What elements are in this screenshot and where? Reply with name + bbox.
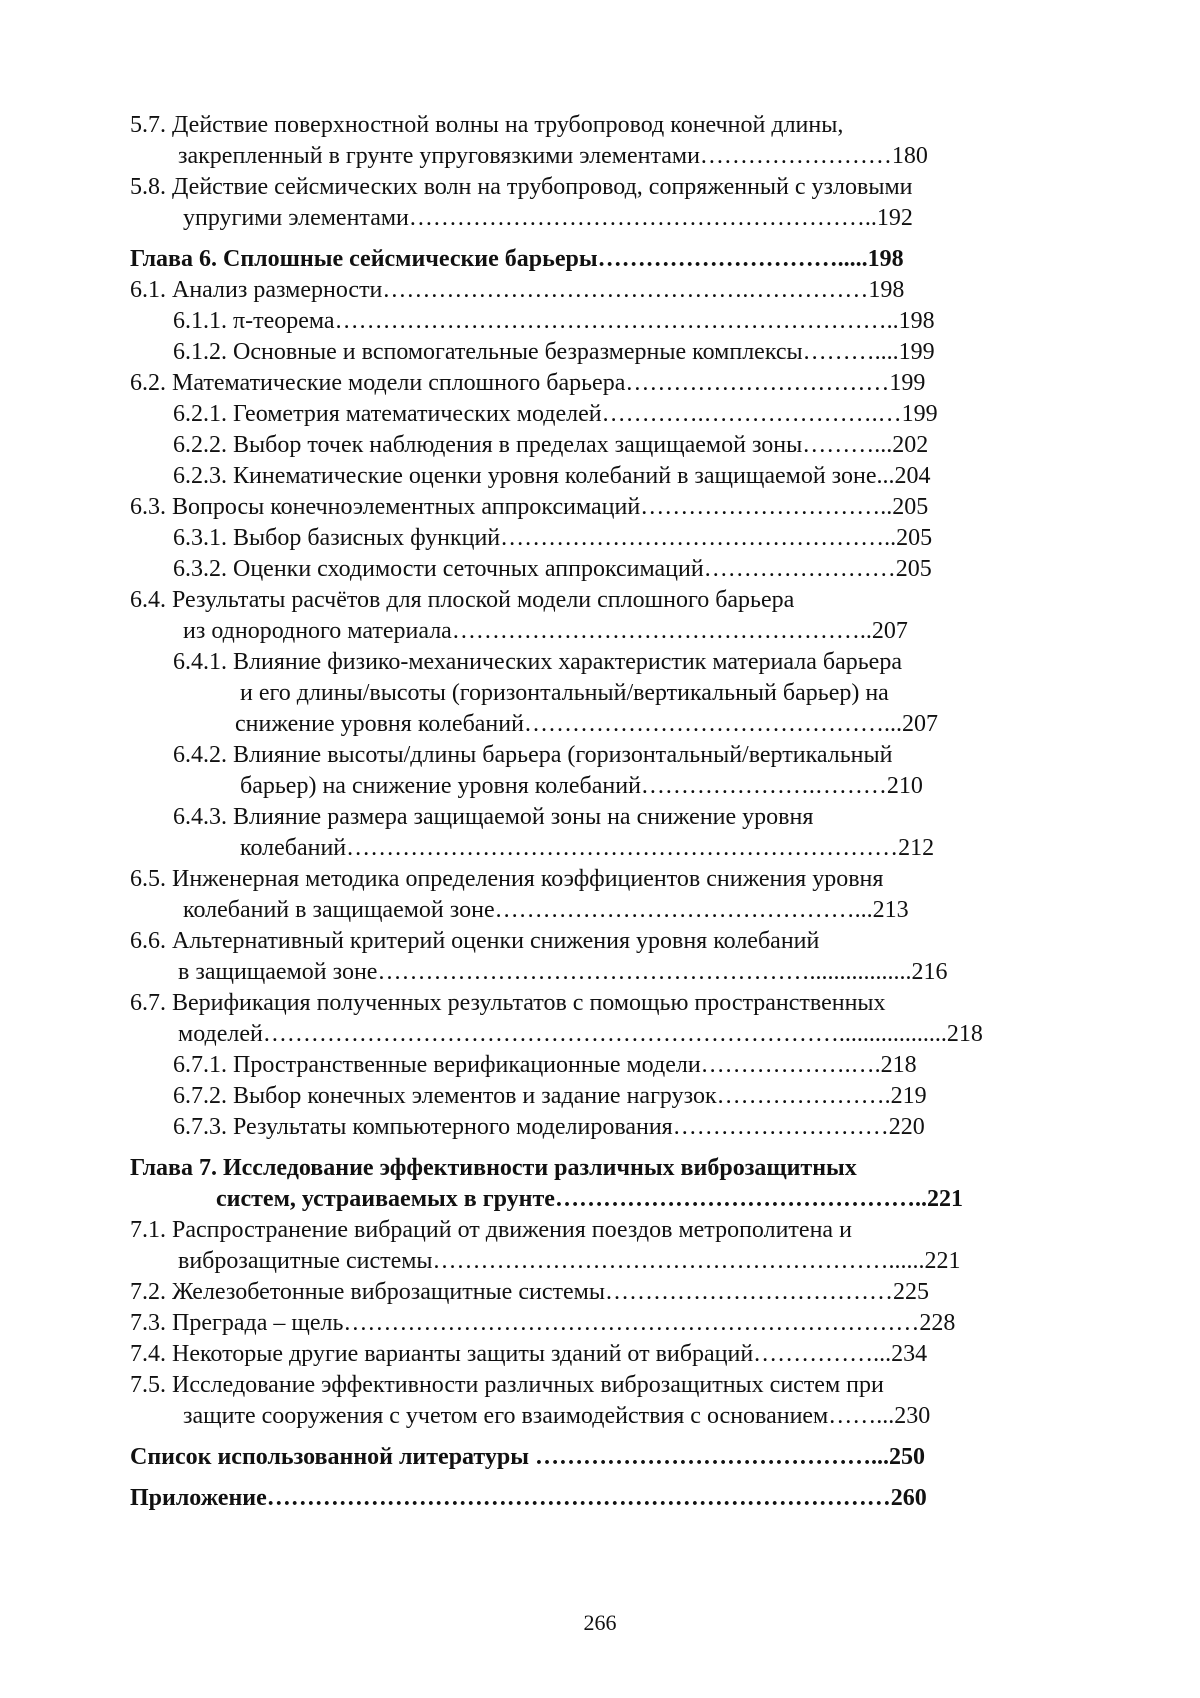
toc-heading: Глава 7. Исследование эффективности различных виброзащитных [130,1155,857,1181]
toc-entry: 5.7. Действие поверхностной волны на трубопровод конечной длины, [130,112,844,138]
toc-entry: 6.3. Вопросы конечноэлементных аппроксимаций…………………………..205 [130,494,929,520]
toc-entry: 6.7.1. Пространственные верификационные модели……………….….218 [173,1052,917,1078]
toc-entry: снижение уровня колебаний………………………………………...207 [235,711,938,737]
toc-entry: колебаний……………………………………………………………212 [240,835,935,861]
toc-entry: из однородного материала……………………………………………..207 [183,618,908,644]
toc-entry: 6.2.2. Выбор точек наблюдения в пределах защищаемой зоны………...202 [173,432,929,458]
toc-entry: 6.4.3. Влияние размера защищаемой зоны на снижение уровня [173,804,814,830]
toc-entry: 7.5. Исследование эффективности различных виброзащитных систем при [130,1372,884,1398]
toc-entry: 7.3. Преграда – щель………………………………………………………………228 [130,1310,956,1336]
toc-entry: барьер) на снижение уровня колебаний………………….………210 [240,773,923,799]
toc-entry: 6.4. Результаты расчётов для плоской модели сплошного барьера [130,587,795,613]
toc-entry: виброзащитные системы…………………………………………………......221 [178,1248,961,1274]
toc-entry: 6.7. Верификация полученных результатов с помощью пространственных [130,990,886,1016]
toc-entry: 6.2.3. Кинематические оценки уровня колебаний в защищаемой зоне...204 [173,463,931,489]
toc-entry: 6.1. Анализ размерности……………………………………….……………198 [130,277,905,303]
toc-entry: закрепленный в грунте упруговязкими элементами……………………180 [178,143,928,169]
toc-entry: в защищаемой зоне……………………………………………….................216 [178,959,948,985]
toc-entry: моделей………………………………………………………………..................218 [178,1021,983,1047]
toc-heading: Список использованной литературы ……………………………………...250 [130,1444,925,1470]
toc-entry: 7.2. Железобетонные виброзащитные системы………………………………225 [130,1279,929,1305]
toc-entry: 5.8. Действие сейсмических волн на трубопровод, сопряженный с узловыми [130,174,913,200]
toc-entry: 6.6. Альтернативный критерий оценки снижения уровня колебаний [130,928,820,954]
toc-entry: 6.7.2. Выбор конечных элементов и задание нагрузок………………….219 [173,1083,927,1109]
toc-entry: 6.1.1. π-теорема……………………………………………………………..198 [173,308,935,334]
toc-entry: колебаний в защищаемой зоне………………………………………...213 [183,897,909,923]
toc-entry: 6.7.3. Результаты компьютерного моделирования………………………220 [173,1114,925,1140]
toc-heading: систем, устраиваемых в грунте………………………………………..221 [216,1186,963,1212]
toc-entry: 7.4. Некоторые другие варианты защиты зданий от вибраций……………...234 [130,1341,928,1367]
toc-entry: 7.1. Распространение вибраций от движения поездов метрополитена и [130,1217,852,1243]
toc-entry: 6.3.2. Оценки сходимости сеточных аппроксимаций……………………205 [173,556,932,582]
toc-entry: упругими элементами…………………………………………………..192 [183,205,913,231]
toc-entry: защите сооружения с учетом его взаимодействия с основанием……...230 [183,1403,931,1429]
toc-entry: 6.4.2. Влияние высоты/длины барьера (горизонтальный/вертикальный [173,742,893,768]
toc-heading: Приложение……………………………………………………………………260 [130,1485,927,1511]
toc-entry: 6.3.1. Выбор базисных функций…………………………………………..205 [173,525,933,551]
toc-entry: 6.5. Инженерная методика определения коэффициентов снижения уровня [130,866,884,892]
toc-entry: 6.2. Математические модели сплошного барьера……………………………199 [130,370,926,396]
toc-heading: Глава 6. Сплошные сейсмические барьеры………………………….....198 [130,246,904,272]
table-of-contents [130,110,1080,1514]
toc-entry: 6.2.1. Геометрия математических моделей………….………………….…199 [173,401,938,427]
toc-entry: и его длины/высоты (горизонтальный/вертикальный барьер) на [240,680,889,706]
toc-entry: 6.4.1. Влияние физико-механических характеристик материала барьера [173,649,902,675]
page-number: 266 [583,1610,617,1635]
toc-entry: 6.1.2. Основные и вспомогательные безразмерные комплексы………....199 [173,339,935,365]
